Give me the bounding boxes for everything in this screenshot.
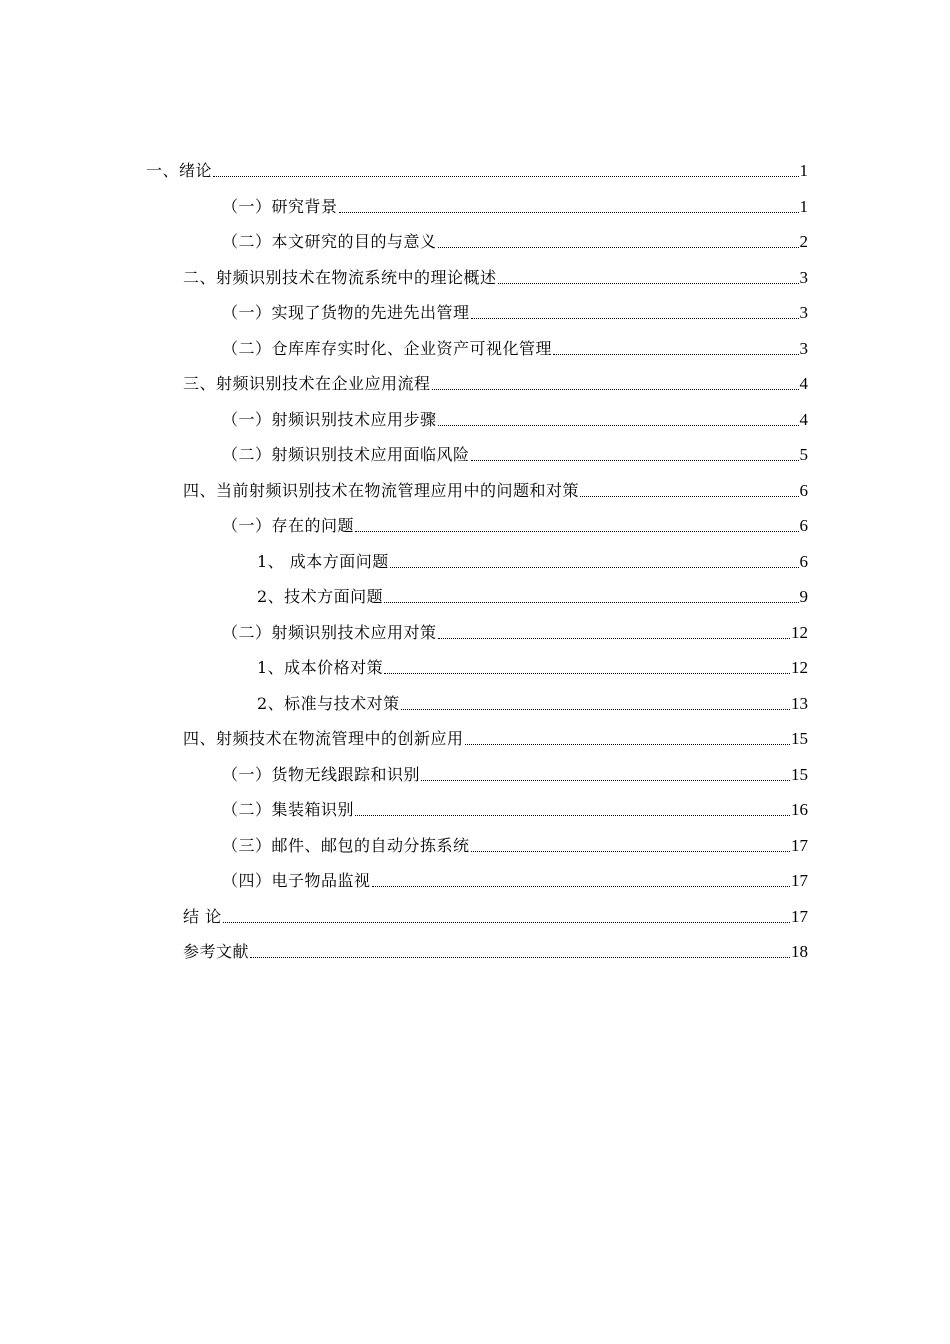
toc-entry-page-number: 6: [799, 516, 808, 535]
toc-dot-leader: [421, 765, 790, 785]
toc-entry-page-number: 9: [799, 587, 808, 606]
toc-entry[interactable]: [183, 927, 808, 962]
toc-entry-page-number: 3: [799, 303, 808, 322]
toc-entry[interactable]: [222, 217, 808, 252]
toc-entry-page-number: 12: [791, 658, 808, 677]
toc-entry[interactable]: [222, 856, 808, 891]
toc-entry[interactable]: [257, 643, 808, 678]
toc-entry[interactable]: [222, 750, 808, 785]
toc-entry-title: 四、当前射频识别技术在物流管理应用中的问题和对策: [183, 480, 580, 500]
toc-dot-leader: [580, 481, 798, 501]
toc-entry[interactable]: [222, 430, 808, 465]
toc-entry[interactable]: [257, 537, 808, 572]
toc-dot-leader: [432, 374, 799, 394]
toc-entry-title: 参考文献: [183, 942, 250, 961]
toc-dot-leader: [355, 800, 790, 820]
toc-entry-title: （一）货物无线跟踪和识别: [222, 764, 421, 784]
toc-dot-leader: [465, 729, 790, 749]
toc-entry-page-number: 17: [791, 835, 808, 855]
toc-entry-title: 一、绪论: [146, 161, 213, 180]
toc-entry[interactable]: [146, 146, 808, 181]
toc-dot-leader: [498, 268, 799, 288]
toc-entry-page-number: 2: [799, 232, 808, 251]
toc-entry-title: （三）邮件、邮包的自动分拣系统: [222, 835, 470, 855]
toc-entry[interactable]: [183, 714, 808, 749]
toc-entry-page-number: 4: [799, 409, 808, 429]
toc-dot-leader: [384, 587, 798, 607]
toc-dot-leader: [223, 907, 790, 927]
toc-entry-title: 2、标准与技术对策: [257, 693, 400, 713]
toc-dot-leader: [339, 197, 799, 217]
toc-entry-title: （二）射频识别技术应用对策: [222, 622, 437, 642]
toc-dot-leader: [471, 303, 799, 323]
toc-entry[interactable]: [257, 572, 808, 607]
toc-entry-title: 三、射频识别技术在企业应用流程: [183, 374, 431, 393]
toc-entry-title: （二）仓库库存实时化、企业资产可视化管理: [222, 338, 553, 358]
toc-entry-page-number: 1: [799, 161, 808, 180]
toc-entry[interactable]: [183, 892, 808, 927]
toc-entry-title: 四、射频技术在物流管理中的创新应用: [183, 729, 464, 748]
toc-entry-title: （一）实现了货物的先进先出管理: [222, 303, 470, 322]
toc-entry[interactable]: [222, 501, 808, 536]
toc-entry-title: （二）集装箱识别: [222, 800, 355, 819]
toc-dot-leader: [471, 836, 790, 856]
toc-dot-leader: [553, 339, 798, 359]
toc-entry-title: 2、技术方面问题: [257, 587, 384, 606]
toc-entry[interactable]: [222, 182, 808, 217]
toc-entry-page-number: 15: [791, 729, 808, 748]
toc-entry-title: 1、成本价格对策: [257, 658, 384, 677]
toc-entry[interactable]: [183, 466, 808, 501]
toc-entry[interactable]: [222, 395, 808, 430]
toc-entry-page-number: 13: [791, 693, 808, 713]
toc-entry-page-number: 17: [791, 906, 808, 926]
toc-entry-page-number: 3: [799, 338, 808, 358]
toc-entry[interactable]: [222, 288, 808, 323]
toc-entry-title: （一）射频识别技术应用步骤: [222, 409, 437, 429]
toc-dot-leader: [390, 552, 799, 572]
toc-dot-leader: [438, 232, 799, 252]
toc-dot-leader: [355, 516, 798, 536]
toc-entry-page-number: 6: [799, 480, 808, 500]
toc-entry-page-number: 4: [799, 374, 808, 393]
toc-entry-title: （二）射频识别技术应用面临风险: [222, 445, 470, 464]
toc-entry[interactable]: [222, 821, 808, 856]
toc-entry-title: 1、 成本方面问题: [257, 551, 389, 571]
toc-dot-leader: [213, 161, 798, 181]
toc-entry[interactable]: [257, 679, 808, 714]
toc-dot-leader: [372, 871, 790, 891]
toc-entry-page-number: 12: [791, 622, 808, 642]
toc-entry-page-number: 16: [791, 800, 808, 819]
toc-entry-title: （一）研究背景: [222, 196, 338, 216]
toc-entry-page-number: 17: [791, 871, 808, 890]
toc-entry-page-number: 6: [799, 551, 808, 571]
toc-entry[interactable]: [222, 324, 808, 359]
toc-entry-title: （二）本文研究的目的与意义: [222, 232, 437, 251]
toc-entry[interactable]: [222, 785, 808, 820]
toc-entry-title: 二、射频识别技术在物流系统中的理论概述: [183, 267, 497, 287]
toc-entry[interactable]: [183, 359, 808, 394]
toc-dot-leader: [401, 694, 790, 714]
toc-dot-leader: [250, 942, 790, 962]
toc-entry-page-number: 15: [791, 764, 808, 784]
toc-entry-page-number: 3: [799, 267, 808, 287]
toc-dot-leader: [438, 623, 790, 643]
toc-entry-page-number: 18: [791, 942, 808, 961]
toc-entry-page-number: 1: [799, 196, 808, 216]
toc-dot-leader: [438, 410, 799, 430]
toc-entry[interactable]: [183, 253, 808, 288]
toc-entry-page-number: 5: [799, 445, 808, 464]
toc-entry-title: 结 论: [183, 906, 222, 926]
toc-dot-leader: [471, 445, 799, 465]
toc-dot-leader: [384, 658, 790, 678]
toc-entry-title: （一）存在的问题: [222, 516, 355, 535]
toc-entry[interactable]: [222, 608, 808, 643]
toc-entry-title: （四）电子物品监视: [222, 871, 371, 890]
